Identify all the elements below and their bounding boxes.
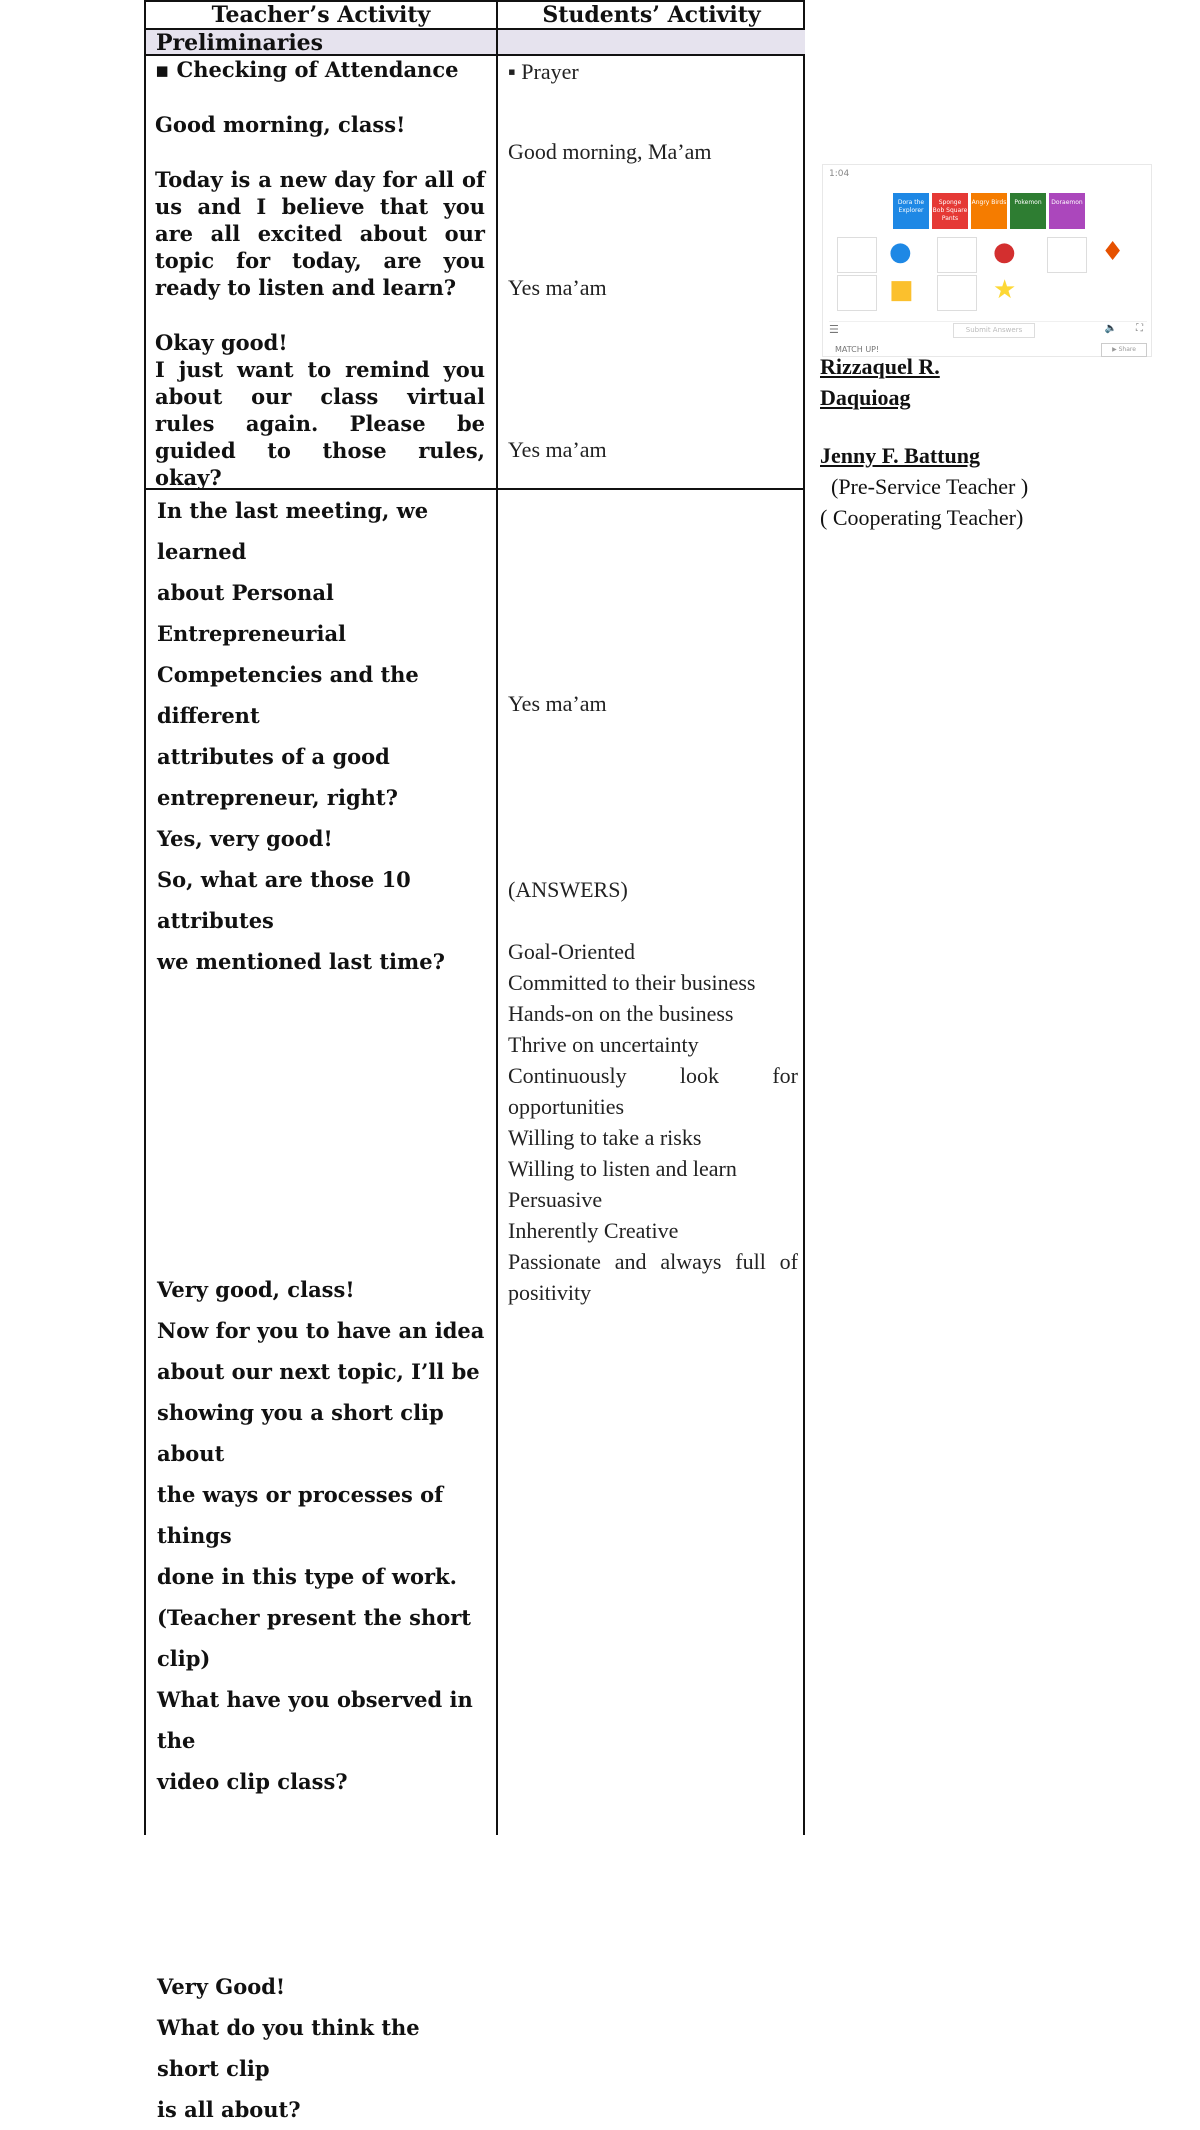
share-button[interactable]: ▶ Share	[1101, 343, 1147, 357]
attendance-text: ▪ Checking of Attendance	[155, 57, 459, 82]
fullscreen-icon[interactable]: ⛶	[1136, 323, 1143, 334]
greeting-text: Good morning, class!	[155, 112, 406, 137]
angry-bird-icon[interactable]: ●	[993, 237, 1016, 267]
very-good-class-text: Very good, class!	[157, 1277, 355, 1302]
student-yes-1: Yes ma’am	[508, 275, 607, 300]
dora-icon[interactable]: ♦	[1101, 237, 1125, 267]
answer-item: Hands-on on the business	[508, 1001, 734, 1026]
teacher-block-1	[155, 56, 485, 491]
drop-box[interactable]	[1047, 237, 1087, 273]
match-up-label: MATCH UP!	[835, 345, 880, 354]
last-meeting-line: about Personal Entrepreneurial	[157, 580, 347, 646]
doraemon-icon[interactable]: ●	[889, 237, 912, 267]
answer-tile[interactable]: Doraemon	[1049, 193, 1085, 229]
signature-name-1-line-1: Rizzaquel R.	[820, 354, 940, 379]
answer-item: Inherently Creative	[508, 1218, 679, 1243]
drop-box[interactable]	[837, 275, 877, 311]
clip-line: about our next topic, I’ll be	[157, 1359, 480, 1384]
clip-line: Now for you to have an idea	[157, 1318, 485, 1343]
prelim-divider	[496, 28, 498, 56]
present-clip-text: (Teacher present the short clip)	[157, 1605, 471, 1671]
last-meeting-line: attributes of a good	[157, 744, 390, 769]
rules-text: I just want to remind you about our class virtual rules again. Please be guided to those rules, okay?	[155, 357, 485, 490]
menu-icon[interactable]: ☰	[829, 323, 839, 336]
answer-item: Committed to their business	[508, 970, 756, 995]
drop-box[interactable]	[937, 275, 977, 311]
student-yes-2: Yes ma’am	[508, 437, 607, 462]
student-greeting-text: Good morning, Ma’am	[508, 139, 712, 164]
drop-box[interactable]	[937, 237, 977, 273]
preliminaries-label: Preliminaries	[156, 30, 324, 56]
signature-name-1-line-2: Daquioag	[820, 385, 911, 410]
prayer-text: ▪ Prayer	[508, 59, 579, 84]
question-line: So, what are those 10 attributes	[157, 867, 411, 933]
last-meeting-line: In the last meeting, we learned	[157, 498, 429, 564]
okay-text: Okay good!	[155, 330, 288, 355]
spongebob-icon[interactable]: ■	[889, 275, 914, 305]
very-good-2-text: Very Good!	[157, 1974, 286, 1999]
matchup-game-thumbnail[interactable]	[822, 164, 1152, 357]
lesson-table	[144, 0, 805, 2122]
answer-item: Willing to listen and learn	[508, 1156, 737, 1181]
answer-tile[interactable]: Dora the Explorer	[893, 193, 929, 229]
last-meeting-line: Competencies and the different	[157, 662, 419, 728]
answer-item: Willing to take a risks	[508, 1125, 702, 1150]
column-divider	[496, 0, 498, 1835]
drop-box[interactable]	[837, 237, 877, 273]
preliminaries-row	[146, 30, 805, 54]
cooperating-teacher-label: ( Cooperating Teacher)	[820, 505, 1024, 530]
students-activity-header: Students’ Activity	[542, 2, 761, 28]
answer-tile[interactable]: Angry Birds	[971, 193, 1007, 229]
clip-line: the ways or processes of things	[157, 1482, 444, 1548]
answer-tile[interactable]: Sponge Bob Square Pants	[932, 193, 968, 229]
intro-text: Today is a new day for all of us and I believe that you are all excited about our topic for today, are you ready to listen and learn?	[155, 167, 485, 300]
answers-list	[508, 936, 798, 1308]
clip-line: done in this type of work.	[157, 1564, 457, 1589]
very-good-text: Yes, very good!	[157, 826, 333, 851]
submit-answers-button[interactable]: Submit Answers	[953, 323, 1035, 338]
teacher-block-2	[157, 490, 487, 2130]
answer-tile[interactable]: Pokemon	[1010, 193, 1046, 229]
answer-item: Continuously look for opportunities	[508, 1063, 798, 1119]
observe-line: What have you observed in the	[157, 1687, 473, 1753]
signature-name-2: Jenny F. Battung	[820, 443, 980, 468]
answer-item: Passionate and always full of positivity	[508, 1249, 798, 1305]
teacher-activity-header: Teacher’s Activity	[211, 2, 431, 28]
about-line: What do you think the short clip	[157, 2015, 420, 2081]
timer-text: 1:04	[829, 169, 850, 179]
pikachu-icon[interactable]: ★	[993, 275, 1017, 305]
volume-icon[interactable]: 🔈	[1104, 323, 1117, 334]
answers-label: (ANSWERS)	[508, 877, 628, 902]
student-yes-3: Yes ma’am	[508, 691, 607, 716]
question-line: we mentioned last time?	[157, 949, 445, 974]
last-meeting-line: entrepreneur, right?	[157, 785, 398, 810]
answer-item: Persuasive	[508, 1187, 603, 1212]
observe-line: video clip class?	[157, 1769, 348, 1794]
answer-item: Thrive on uncertainty	[508, 1032, 699, 1057]
clip-line: showing you a short clip about	[157, 1400, 444, 1466]
pre-service-teacher-label: (Pre-Service Teacher )	[820, 474, 1029, 499]
answer-item: Goal-Oriented	[508, 939, 636, 964]
about-line: is all about?	[157, 2097, 301, 2122]
